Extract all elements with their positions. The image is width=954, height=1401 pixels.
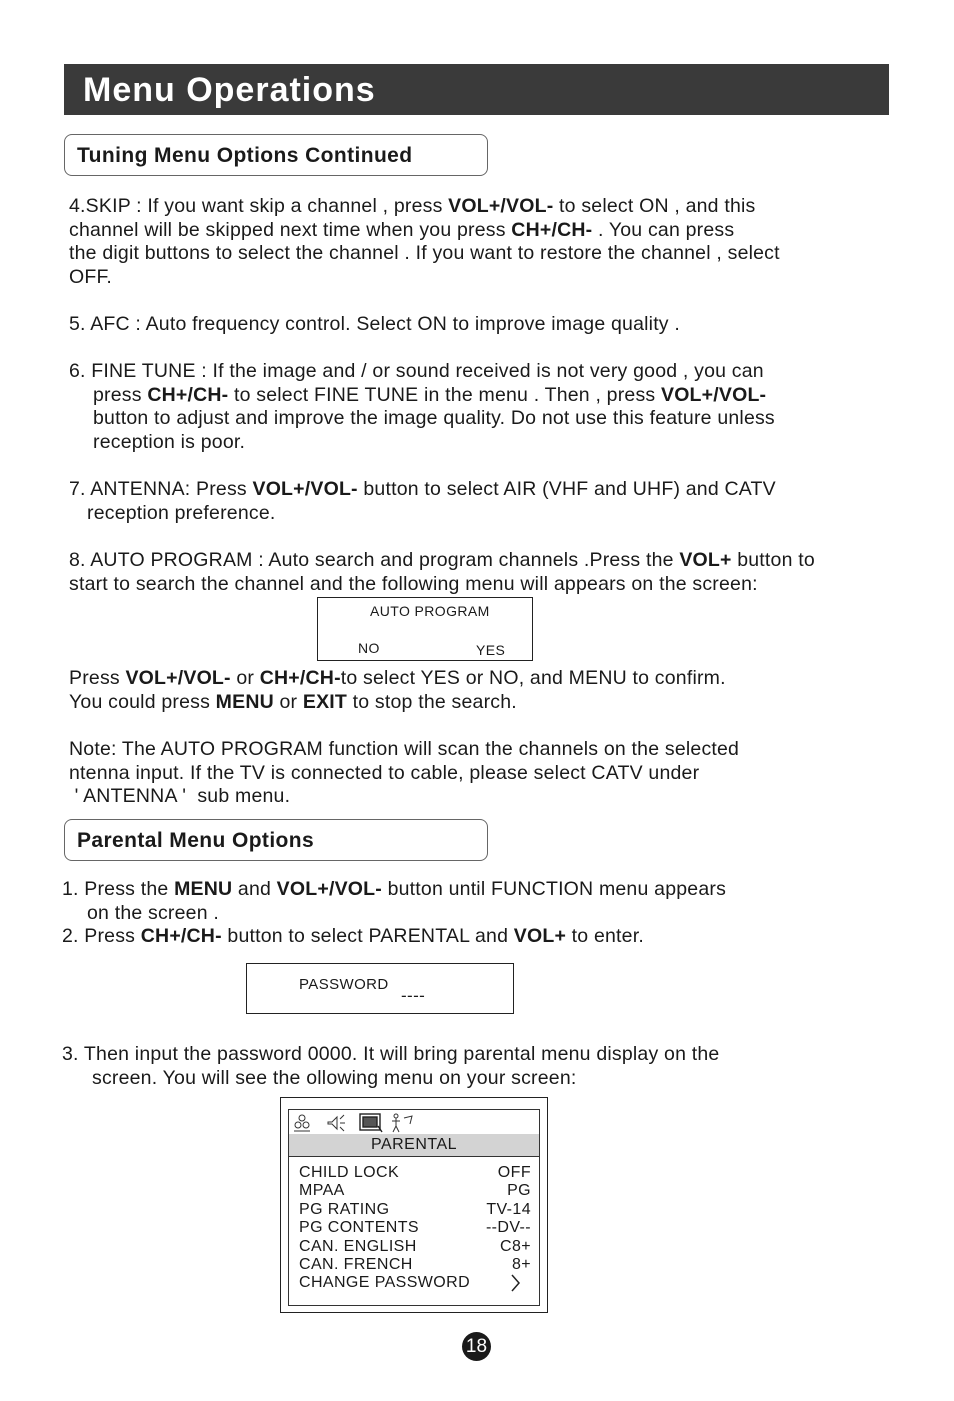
section-title: Parental Menu Options: [77, 829, 315, 852]
antenna-paragraph: [69, 478, 776, 525]
text: and: [232, 878, 277, 900]
text: reception preference.: [87, 501, 276, 524]
button-name: MENU: [174, 878, 233, 900]
menu-row: [299, 1274, 531, 1293]
text: to stop the search.: [347, 690, 517, 713]
parental-step3: [62, 1043, 719, 1090]
password-label: PASSWORD: [299, 976, 389, 993]
menu-row-value: PG: [507, 1182, 531, 1200]
menu-row-label: PG RATING: [299, 1200, 390, 1218]
button-name: VOL+/VOL-: [252, 478, 358, 500]
button-name: CH+/CH-: [259, 667, 341, 689]
text: button to select PARENTAL and: [221, 925, 514, 947]
confirm-paragraph: [69, 667, 726, 714]
password-value: ----: [401, 986, 426, 1005]
function-icon: [360, 1114, 382, 1132]
auto-program-title: AUTO PROGRAM: [370, 603, 490, 619]
menu-row-label: MPAA: [299, 1182, 345, 1200]
button-name: VOL+/VOL-: [660, 383, 767, 406]
finetune-paragraph: [69, 360, 775, 454]
menu-row-label: CAN. ENGLISH: [299, 1237, 417, 1255]
text: 7. ANTENNA: Press: [69, 478, 253, 500]
text: 4.SKIP : If you want skip a channel , press: [69, 195, 449, 217]
text: OFF.: [69, 265, 113, 288]
text: channel will be skipped next time when you press: [69, 218, 512, 241]
menu-row: [299, 1219, 531, 1238]
menu-row-label: CHILD LOCK: [299, 1164, 400, 1181]
parental-step1: [62, 878, 726, 925]
page-title: Menu Operations: [83, 71, 376, 109]
button-name: CH+/CH-: [140, 925, 222, 947]
button-name: CH+/CH-: [511, 218, 593, 241]
menu-row-value: C8+: [500, 1237, 531, 1255]
text: or: [273, 690, 303, 713]
text: reception is poor.: [93, 430, 246, 453]
text: button to adjust and improve the image quality. Do not use this feature unless: [93, 407, 775, 429]
text: button to: [731, 549, 815, 571]
note-paragraph: [69, 738, 739, 809]
password-screen: [246, 963, 514, 1014]
menu-icons: [292, 1112, 416, 1134]
text: on the screen .: [87, 901, 219, 924]
menu-list: [288, 1156, 540, 1306]
text: to select YES or NO, and MENU to confirm.: [340, 667, 726, 689]
picture-icon: [294, 1115, 310, 1131]
menu-row-value: --DV--: [485, 1219, 531, 1237]
text: Press: [69, 667, 126, 689]
menu-row-value: TV-14: [486, 1200, 531, 1218]
section-heading-parental: [64, 819, 488, 861]
menu-row-value: OFF: [497, 1164, 531, 1181]
no-option: NO: [358, 640, 380, 656]
afc-paragraph: 5. AFC : Auto frequency control. Select ON to improve image quality .: [69, 313, 680, 335]
header-banner: [64, 64, 889, 115]
button-name: VOL+/VOL-: [125, 667, 231, 689]
text: to select ON , and this: [553, 195, 756, 217]
parental-step2: [62, 925, 644, 949]
text: button to select AIR (VHF and UHF) and CATV: [357, 478, 776, 500]
button-name: VOL+/VOL-: [448, 195, 554, 217]
text: press: [93, 383, 148, 406]
text: the digit buttons to select the channel . If you want to restore the channel , select: [69, 242, 780, 264]
text: start to search the channel and the following menu will appears on the screen:: [69, 572, 758, 595]
button-name: MENU: [215, 690, 274, 713]
button-name: VOL+: [679, 549, 732, 571]
text: screen. You will see the ollowing menu on your screen:: [92, 1066, 577, 1089]
text: 3. Then input the password 0000. It will bring parental menu display on the: [62, 1043, 720, 1065]
skip-paragraph: [69, 195, 780, 289]
menu-row-label: PG CONTENTS: [299, 1219, 419, 1237]
menu-row-label: CHANGE PASSWORD: [299, 1274, 471, 1292]
text: 1. Press the: [62, 878, 175, 900]
menu-row: [299, 1238, 531, 1257]
text: button until FUNCTION menu appears: [381, 878, 727, 900]
text: ntenna input. If the TV is connected to cable, please select CATV under: [69, 761, 700, 784]
menu-title: PARENTAL: [289, 1134, 539, 1156]
page-number: 18: [462, 1332, 491, 1361]
parental-icon: [392, 1114, 412, 1132]
parental-menu-screen: [280, 1097, 548, 1313]
menu-row: [299, 1201, 531, 1220]
menu-row-value: 8+: [511, 1256, 531, 1273]
menu-row: [299, 1164, 531, 1183]
text: to enter.: [566, 925, 644, 947]
text: or: [230, 667, 260, 689]
section-heading-tuning: [64, 134, 488, 176]
autoprogram-paragraph: [69, 549, 815, 596]
menu-header: [288, 1109, 540, 1156]
sound-icon: [328, 1115, 345, 1131]
text: Note: The AUTO PROGRAM function will scan the channels on the selected: [69, 738, 740, 760]
menu-row: [299, 1256, 531, 1275]
text: to select FINE TUNE in the menu . Then , press: [228, 383, 661, 406]
text: 8. AUTO PROGRAM : Auto search and program channels .Press the: [69, 549, 680, 571]
yes-option: YES: [476, 642, 506, 658]
text: ' ANTENNA ' sub menu.: [69, 785, 291, 807]
auto-program-screen: [317, 597, 533, 661]
button-name: VOL+: [513, 925, 567, 947]
text: . You can press: [592, 218, 735, 241]
text: You could press: [69, 690, 216, 713]
button-name: VOL+/VOL-: [276, 878, 382, 900]
button-name: EXIT: [302, 690, 348, 713]
menu-row: [299, 1182, 531, 1201]
button-name: CH+/CH-: [147, 383, 229, 406]
section-title: Tuning Menu Options Continued: [77, 144, 413, 167]
menu-row-label: CAN. FRENCH: [299, 1256, 413, 1273]
text: 2. Press: [62, 925, 141, 947]
chevron-right-icon: [509, 1274, 523, 1292]
text: 6. FINE TUNE : If the image and / or sound received is not very good , you can: [69, 360, 764, 382]
